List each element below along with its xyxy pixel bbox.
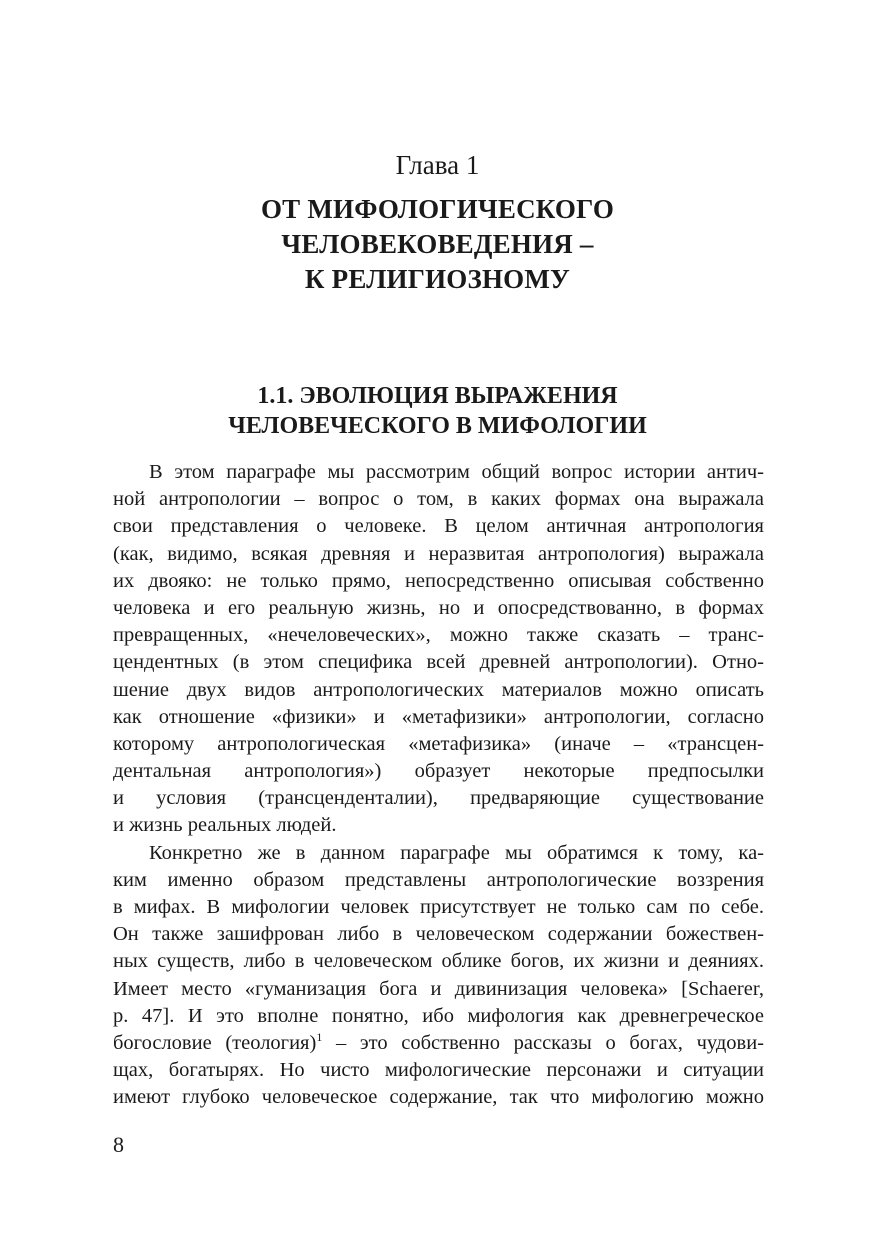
text-fragment: – это собственно рассказы о богах, чудови-: [322, 1031, 764, 1054]
page-number: 8: [113, 1132, 124, 1157]
text-fragment: богословие (теология): [113, 1031, 317, 1054]
text-line: В этом параграфе мы рассмотрим общий вопрос истории антич-: [149, 461, 764, 483]
section-title: [0, 381, 875, 441]
chapter-title-line: К РЕЛИГИОЗНОМУ: [304, 264, 571, 294]
section-title-line: 1.1. ЭВОЛЮЦИЯ ВЫРАЖЕНИЯ: [257, 383, 618, 409]
text-line: Он также зашифрован либо в человеческом содержании божествен-: [113, 923, 764, 946]
text-line: и жизнь реальных людей.: [113, 814, 337, 837]
text-line: дентальная антропология») образует некоторые предпосылки: [113, 760, 764, 783]
text-line: их двояко: не только прямо, непосредственно описывая собственно: [113, 569, 764, 592]
section-title-line: ЧЕЛОВЕЧЕСКОГО В МИФОЛОГИИ: [228, 413, 647, 439]
text-line: в мифах. В мифологии человек присутствует не только сам по себе.: [113, 896, 764, 918]
text-line: имеют глубоко человеческое содержание, так что мифологию можно: [113, 1086, 764, 1109]
text-line: ных существ, либо в человеческом облике богов, их жизни и деяниях.: [113, 950, 764, 973]
text-line: щах, богатырях. Но чисто мифологические персонажи и ситуации: [113, 1059, 764, 1082]
text-line: Конкретно же в данном параграфе мы обратимся к тому, ка-: [149, 841, 764, 864]
text-line: цендентных (в этом специфика всей древней антропологии). Отно-: [113, 651, 764, 674]
text-line: которому антропологическая «метафизика» (иначе – «трансцен-: [113, 732, 764, 755]
text-line: человека и его реальную жизнь, но и опосредствованно, в формах: [113, 596, 764, 619]
text-line: и условия (трансценденталии), предваряющие существование: [113, 787, 764, 810]
body-text: [113, 459, 764, 1112]
text-line: (как, видимо, всякая древняя и неразвитая антропология) выражала: [113, 542, 764, 565]
chapter-title-line: ЧЕЛОВЕКОВЕДЕНИЯ –: [281, 229, 594, 259]
text-line: Имеет место «гуманизация бога и дивинизация человека» [Schaerer,: [113, 977, 764, 1000]
text-line: превращенных, «нечеловеческих», можно также сказать – транс-: [113, 624, 764, 647]
chapter-title-line: ОТ МИФОЛОГИЧЕСКОГО: [260, 194, 615, 224]
text-line: ким именно образом представлены антропологические воззрения: [113, 868, 764, 891]
text-line: p. 47]. И это вполне понятно, ибо мифология как древнегреческое: [113, 1004, 764, 1027]
text-line: шение двух видов антропологических материалов можно описать: [113, 678, 764, 701]
text-line-with-footnote: [113, 1030, 764, 1057]
chapter-title: [0, 192, 875, 297]
text-line: ной антропологии – вопрос о том, в каких формах она выражала: [113, 488, 764, 511]
footnote-mark[interactable]: 1: [316, 1030, 323, 1045]
text-line: как отношение «физики» и «метафизики» антропологии, согласно: [113, 705, 764, 728]
text-line: свои представления о человеке. В целом античная антропология: [113, 515, 764, 538]
chapter-label: Глава 1: [395, 150, 480, 180]
